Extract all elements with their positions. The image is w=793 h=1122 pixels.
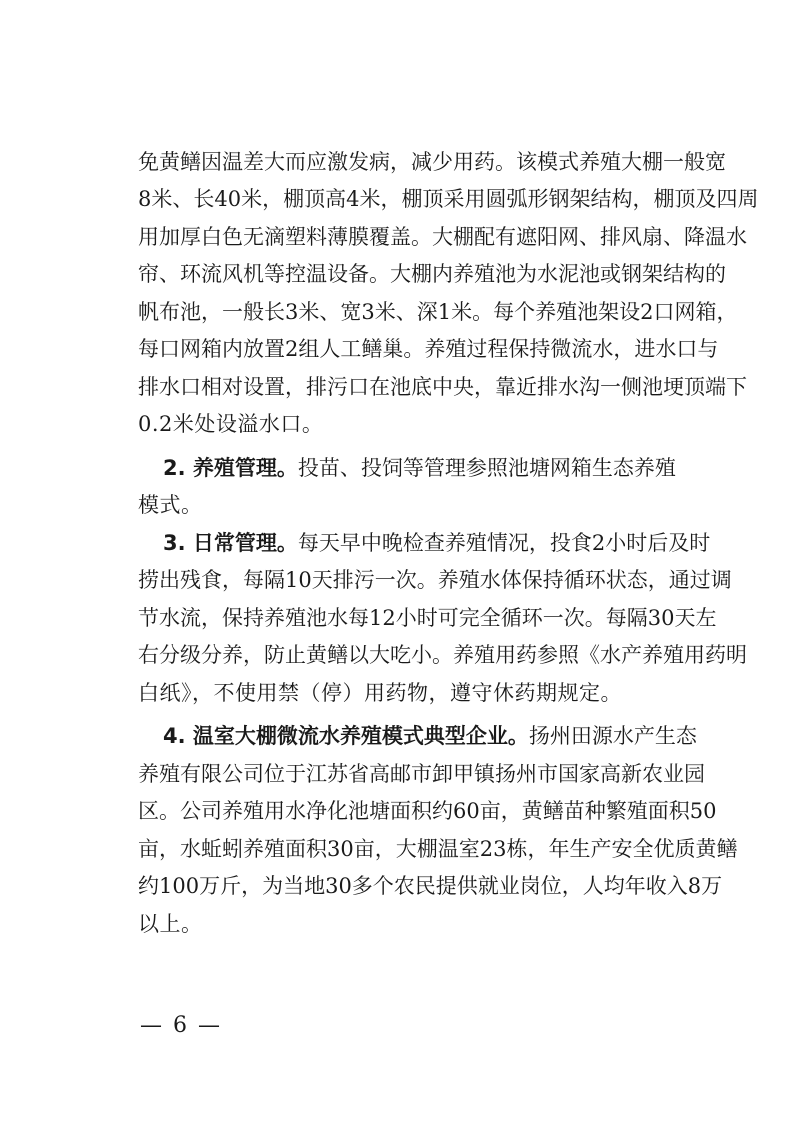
paragraph-1-line-4: 帘、环流风机等控温设备。大棚内养殖池为水泥池或钢架结构的 xyxy=(138,262,726,286)
paragraph-4-line-5: 约100万斤，为当地30多个农民提供就业岗位，人均年收入8万 xyxy=(138,874,723,898)
paragraph-3-line-2: 捞出残食，每隔10天排污一次。养殖水体保持循环状态，通过调 xyxy=(138,568,732,592)
paragraph-4-line-2: 养殖有限公司位于江苏省高邮市卸甲镇扬州市国家高新农业园 xyxy=(138,762,705,786)
paragraph-3-text: 每天早中晚检查养殖情况，投食2小时后及时 xyxy=(297,531,711,555)
paragraph-3-line-3: 节水流，保持养殖池水每12小时可完全循环一次。每隔30天左 xyxy=(138,606,717,630)
paragraph-4-text: 扬州田源水产生态 xyxy=(528,724,697,748)
paragraph-4-line-6: 以上。 xyxy=(138,912,203,936)
paragraph-4-line-4: 亩，水蚯蚓养殖面积30亩，大棚温室23栋，年生产安全优质黄鳝 xyxy=(138,837,738,861)
paragraph-1-line-5: 帆布池，一般长3米、宽3米、深1米。每个养殖池架设2口网箱， xyxy=(138,300,738,324)
paragraph-3-line-4: 右分级分养，防止黄鳝以大吃小。养殖用药参照《水产养殖用药明 xyxy=(138,643,747,667)
paragraph-4-line-3: 区。公司养殖用水净化池塘面积约60亩，黄鳝苗种繁殖面积50 xyxy=(138,799,717,823)
paragraph-3-line-1 xyxy=(163,529,711,557)
paragraph-1-line-1: 免黄鳝因温差大而应激发病，减少用药。该模式养殖大棚一般宽 xyxy=(138,150,726,174)
paragraph-1-line-3: 用加厚白色无滴塑料薄膜覆盖。大棚配有遮阳网、排风扇、降温水 xyxy=(138,225,747,249)
paragraph-2-line-2: 模式。 xyxy=(138,493,203,517)
paragraph-3-heading: 3. 日常管理。 xyxy=(163,531,298,555)
paragraph-3-line-5: 白纸》，不使用禁（停）用药物，遵守休药期规定。 xyxy=(138,681,622,705)
paragraph-2-heading: 2. 养殖管理。 xyxy=(163,456,298,480)
paragraph-2-line-1 xyxy=(163,454,676,482)
paragraph-1-line-6: 每口网箱内放置2组人工鳝巢。养殖过程保持微流水，进水口与 xyxy=(138,337,719,361)
paragraph-1-line-2: 8米、长40米，棚顶高4米，棚顶采用圆弧形钢架结构，棚顶及四周 xyxy=(138,187,759,211)
paragraph-4-line-1 xyxy=(163,722,697,750)
page-number: — 6 — xyxy=(140,1013,222,1038)
paragraph-2-text: 投苗、投饲等管理参照池塘网箱生态养殖 xyxy=(297,456,676,480)
paragraph-1-line-8: 0.2米处设溢水口。 xyxy=(138,412,324,436)
paragraph-1-line-7: 排水口相对设置，排污口在池底中央，靠近排水沟一侧池埂顶端下 xyxy=(138,375,747,399)
paragraph-4-heading: 4. 温室大棚微流水养殖模式典型企业。 xyxy=(163,724,529,748)
